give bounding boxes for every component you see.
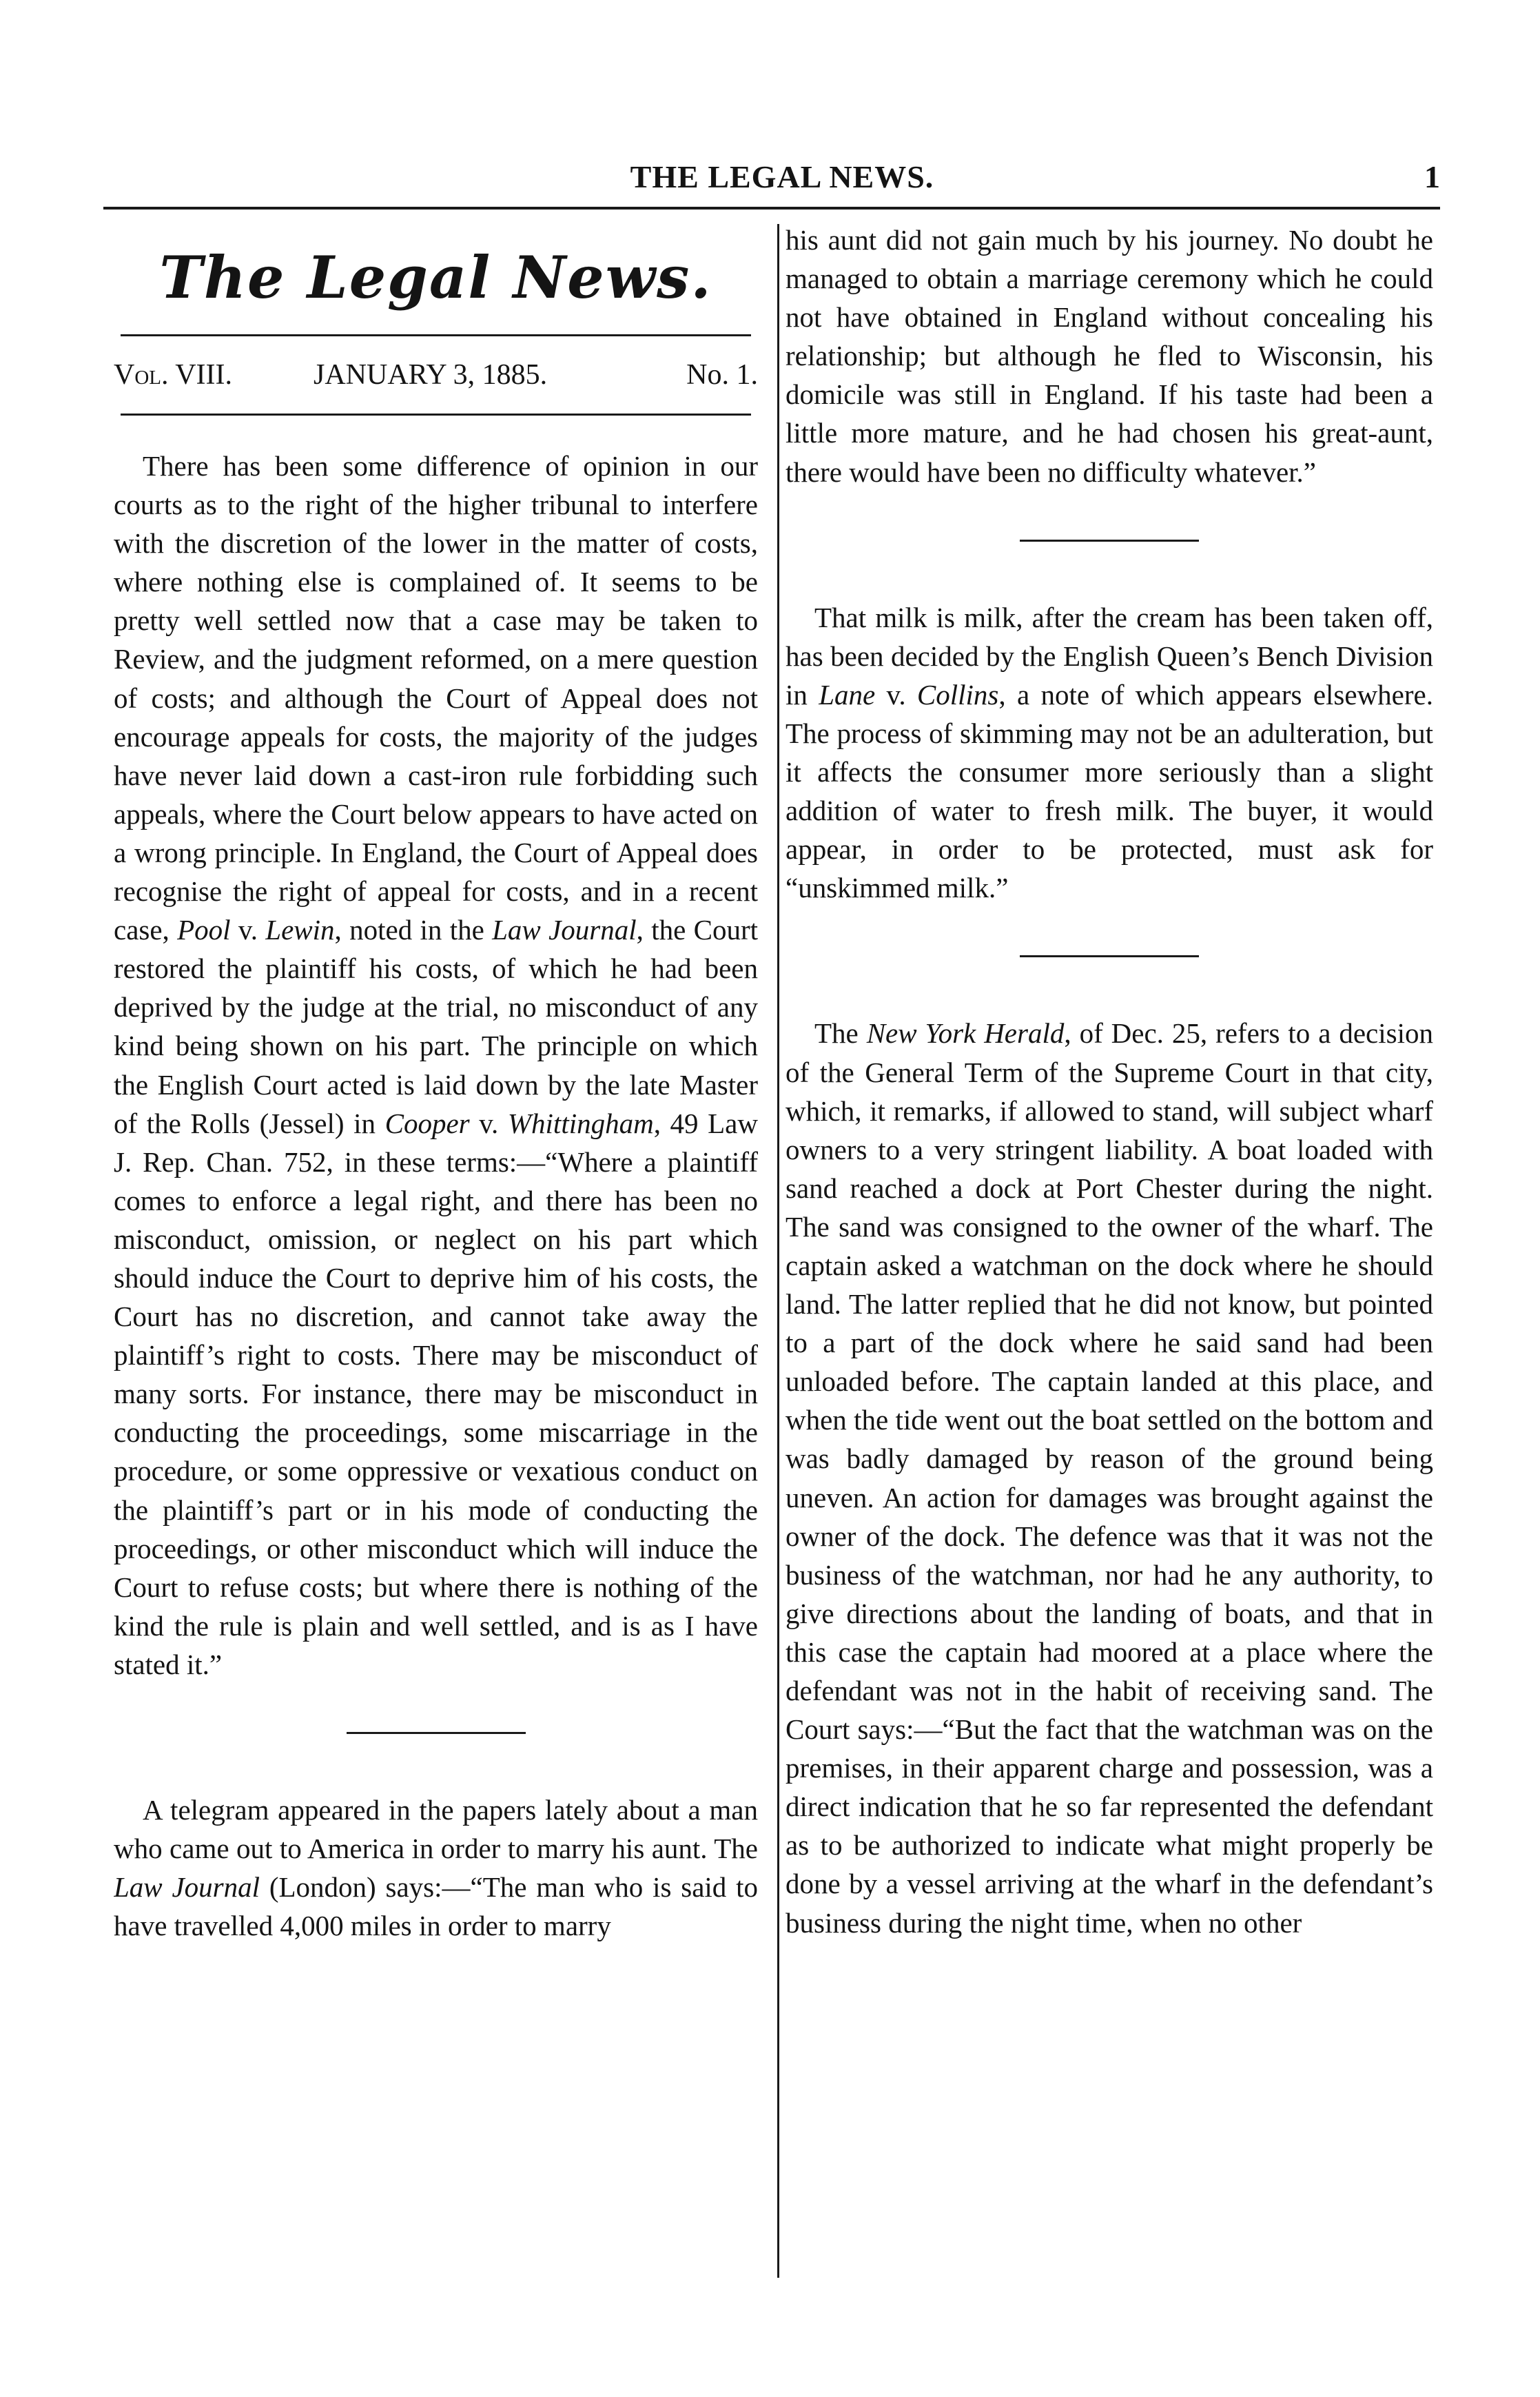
section-separator — [1020, 955, 1199, 957]
left-column — [114, 221, 758, 2288]
header-rule — [103, 207, 1440, 210]
running-head — [0, 153, 1540, 201]
masthead-title: The Legal News. — [159, 243, 712, 312]
article-milk: That milk is milk, after the cream has been taken off, has been decided by the English Queen’s Bench Division in Lane v. Collins, a note of which appears elsewhere. The process of skimming may not be an adulteration, but it affects the consumer more seriously than a slight addition of water to fresh milk. The buyer, it would appear, in order to be protected, must ask for “unskimmed milk.” — [786, 601, 1433, 904]
column-divider — [777, 224, 779, 2278]
article-costs: There has been some difference of opinion in our courts as to the right of the higher tribunal to interfere with the discretion of the lower in the matter of costs, where nothing else is complained of. It seems to be pretty well settled now that a case may be taken to Review, and the judgment reformed, on a mere question of costs; and although the Court of Appeal does not encourage appeals for costs, the majority of the judges have never laid down a cast-iron rule forbidding such appeals, where the Court below appears to have acted on a wrong principle. In England, the Court of Appeal does recognise the right of appeal for costs, and in a recent case, Pool v. Lewin, noted in the Law Journal, the Court restored the plaintiff his costs, of which he had been deprived by the judge at the trial, no misconduct of any kind being shown on his part. The principle on which the English Court acted is laid down by the late Master of the Rolls (Jessel) in Cooper v. Whittingham, 49 Law J. Rep. Chan. 752, in these terms:—“Where a plaintiff comes to enforce a legal right, and there has been no misconduct, omission, or neglect on his part which should induce the Court to deprive him of his costs, the Court has no discretion, and cannot take away the plaintiff’s right to costs. There may be misconduct of many sorts. For instance, there may be misconduct in conducting the proceedings, some miscarriage in the procedure, or some oppressive or vexatious conduct on the plaintiff’s part or in his mode of conducting the proceedings, or other misconduct which will induce the Court to refuse costs; but where there is nothing of the kind the rule is plain and well settled, and is as I have stated it.” — [114, 450, 758, 1680]
article-telegram: A telegram appeared in the papers lately about a man who came out to America in order to marry his aunt. The Law Journal (London) says:—“The man who is said to have travelled 4,000 miles in order to marry — [114, 1794, 758, 1942]
volume-label: Vol. VIII. — [114, 359, 233, 391]
right-column — [786, 221, 1433, 2281]
section-separator — [347, 1732, 526, 1734]
issue-date: JANUARY 3, 1885. — [314, 359, 548, 391]
section-separator — [1020, 540, 1199, 542]
article-wharf: The New York Herald, of Dec. 25, refers to a decision of the General Term of the Supreme Court in that city, which, it remarks, if allowed to stand, will subject wharf owners to a very stringent liability. A boat loaded with sand reached a dock at Port Chester during the night. The sand was consigned to the owner of the wharf. The captain asked a watchman on the dock where he should land. The latter replied that he did not know, but pointed to a part of the dock where he said sand had been unloaded before. The captain landed at this place, and when the tide went out the boat settled on the bottom and was badly damaged by reason of the ground being uneven. An action for damages was brought against the owner of the dock. The defence was that it was not the business of the watchman, nor had he any authority, to give directions about the landing of boats, and that in this case the captain had moored at a place where the defendant was not in the habit of receiving sand. The Court says:—“But the fact that the watchman was on the premises, in their apparent charge and possession, was a direct indication that he so far represented the defendant as to be authorized to indicate what might properly be done by a vessel arriving at the wharf in the defendant’s business during the night time, when no other — [786, 1017, 1433, 1939]
issue-number: No. 1. — [686, 359, 758, 391]
dateline — [114, 336, 758, 414]
page-number: 1 — [1424, 159, 1440, 194]
article-telegram-continued: his aunt did not gain much by his journey. No doubt he managed to obtain a marriage ceremony which he could not have obtained in England without concealing his relationship; but although he fled to Wisconsin, his domicile was still in England. If his taste had been a little more mature, and he had chosen his great-aunt, there would have been no difficulty whatever.” — [786, 224, 1433, 488]
running-title: THE LEGAL NEWS. — [630, 159, 934, 194]
